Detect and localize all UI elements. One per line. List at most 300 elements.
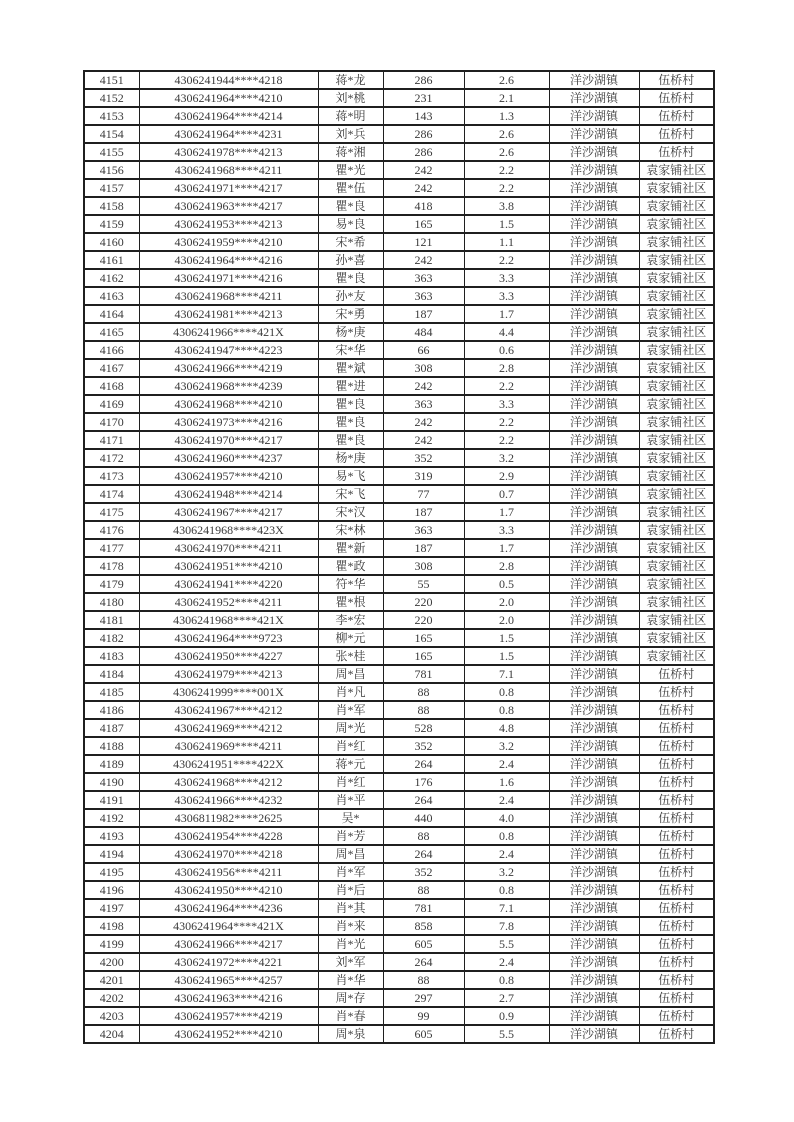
- town-cell: 洋沙湖镇: [549, 323, 639, 341]
- masked-id-number-cell: 4306241971****4216: [139, 269, 318, 287]
- amount-cell: 440: [383, 809, 464, 827]
- village-cell: 袁家铺社区: [639, 503, 714, 521]
- masked-id-number-cell: 4306241947****4223: [139, 341, 318, 359]
- masked-name-cell: 李*宏: [318, 611, 383, 629]
- ratio-cell: 3.3: [464, 395, 549, 413]
- amount-cell: 55: [383, 575, 464, 593]
- masked-name-cell: 刘*军: [318, 953, 383, 971]
- ratio-cell: 0.8: [464, 881, 549, 899]
- masked-name-cell: 杨*庚: [318, 323, 383, 341]
- serial-number-cell: 4154: [84, 125, 139, 143]
- masked-id-number-cell: 4306241953****4213: [139, 215, 318, 233]
- village-cell: 袁家铺社区: [639, 251, 714, 269]
- town-cell: 洋沙湖镇: [549, 701, 639, 719]
- serial-number-cell: 4178: [84, 557, 139, 575]
- village-cell: 伍桥村: [639, 917, 714, 935]
- ratio-cell: 3.2: [464, 863, 549, 881]
- masked-name-cell: 瞿*新: [318, 539, 383, 557]
- village-cell: 袁家铺社区: [639, 359, 714, 377]
- ratio-cell: 0.8: [464, 683, 549, 701]
- masked-id-number-cell: 4306241970****4218: [139, 845, 318, 863]
- masked-id-number-cell: 4306241968****421X: [139, 611, 318, 629]
- masked-id-number-cell: 4306241966****4232: [139, 791, 318, 809]
- serial-number-cell: 4195: [84, 863, 139, 881]
- village-cell: 伍桥村: [639, 665, 714, 683]
- town-cell: 洋沙湖镇: [549, 125, 639, 143]
- masked-name-cell: 周*存: [318, 989, 383, 1007]
- ratio-cell: 0.8: [464, 827, 549, 845]
- serial-number-cell: 4204: [84, 1025, 139, 1043]
- serial-number-cell: 4197: [84, 899, 139, 917]
- masked-name-cell: 柳*元: [318, 629, 383, 647]
- masked-name-cell: 肖*华: [318, 971, 383, 989]
- ratio-cell: 2.2: [464, 377, 549, 395]
- table-row: [84, 863, 714, 881]
- serial-number-cell: 4159: [84, 215, 139, 233]
- masked-id-number-cell: 4306241964****4214: [139, 107, 318, 125]
- masked-id-number-cell: 4306241944****4218: [139, 71, 318, 89]
- village-cell: 伍桥村: [639, 989, 714, 1007]
- table-row: [84, 791, 714, 809]
- serial-number-cell: 4188: [84, 737, 139, 755]
- masked-name-cell: 瞿*良: [318, 413, 383, 431]
- town-cell: 洋沙湖镇: [549, 197, 639, 215]
- village-cell: 袁家铺社区: [639, 161, 714, 179]
- ratio-cell: 7.1: [464, 899, 549, 917]
- serial-number-cell: 4194: [84, 845, 139, 863]
- ratio-cell: 1.7: [464, 539, 549, 557]
- masked-name-cell: 肖*凡: [318, 683, 383, 701]
- table-row: [84, 755, 714, 773]
- town-cell: 洋沙湖镇: [549, 431, 639, 449]
- table-row: [84, 125, 714, 143]
- table-row: [84, 269, 714, 287]
- masked-name-cell: 肖*军: [318, 863, 383, 881]
- ratio-cell: 5.5: [464, 1025, 549, 1043]
- amount-cell: 363: [383, 269, 464, 287]
- serial-number-cell: 4200: [84, 953, 139, 971]
- masked-id-number-cell: 4306241999****001X: [139, 683, 318, 701]
- serial-number-cell: 4184: [84, 665, 139, 683]
- village-cell: 袁家铺社区: [639, 233, 714, 251]
- serial-number-cell: 4169: [84, 395, 139, 413]
- ratio-cell: 3.3: [464, 269, 549, 287]
- serial-number-cell: 4164: [84, 305, 139, 323]
- serial-number-cell: 4198: [84, 917, 139, 935]
- amount-cell: 77: [383, 485, 464, 503]
- village-cell: 伍桥村: [639, 881, 714, 899]
- serial-number-cell: 4187: [84, 719, 139, 737]
- serial-number-cell: 4190: [84, 773, 139, 791]
- village-cell: 袁家铺社区: [639, 179, 714, 197]
- serial-number-cell: 4193: [84, 827, 139, 845]
- ratio-cell: 2.2: [464, 179, 549, 197]
- ratio-cell: 2.6: [464, 71, 549, 89]
- masked-name-cell: 刘*兵: [318, 125, 383, 143]
- village-cell: 袁家铺社区: [639, 575, 714, 593]
- village-cell: 袁家铺社区: [639, 431, 714, 449]
- town-cell: 洋沙湖镇: [549, 827, 639, 845]
- ratio-cell: 7.1: [464, 665, 549, 683]
- table-row: [84, 521, 714, 539]
- serial-number-cell: 4155: [84, 143, 139, 161]
- table-row: [84, 179, 714, 197]
- amount-cell: 242: [383, 179, 464, 197]
- table-row: [84, 503, 714, 521]
- serial-number-cell: 4157: [84, 179, 139, 197]
- table-row: [84, 323, 714, 341]
- village-cell: 袁家铺社区: [639, 485, 714, 503]
- masked-id-number-cell: 4306241963****4216: [139, 989, 318, 1007]
- town-cell: 洋沙湖镇: [549, 809, 639, 827]
- amount-cell: 363: [383, 287, 464, 305]
- village-cell: 袁家铺社区: [639, 539, 714, 557]
- town-cell: 洋沙湖镇: [549, 593, 639, 611]
- ratio-cell: 2.4: [464, 953, 549, 971]
- serial-number-cell: 4191: [84, 791, 139, 809]
- town-cell: 洋沙湖镇: [549, 107, 639, 125]
- village-cell: 伍桥村: [639, 683, 714, 701]
- table-row: [84, 251, 714, 269]
- table-row: [84, 89, 714, 107]
- ratio-cell: 1.6: [464, 773, 549, 791]
- ratio-cell: 0.6: [464, 341, 549, 359]
- serial-number-cell: 4189: [84, 755, 139, 773]
- amount-cell: 165: [383, 647, 464, 665]
- amount-cell: 220: [383, 593, 464, 611]
- village-cell: 袁家铺社区: [639, 467, 714, 485]
- ratio-cell: 3.2: [464, 737, 549, 755]
- town-cell: 洋沙湖镇: [549, 305, 639, 323]
- ratio-cell: 1.7: [464, 305, 549, 323]
- masked-id-number-cell: 4306241968****4210: [139, 395, 318, 413]
- amount-cell: 88: [383, 701, 464, 719]
- amount-cell: 143: [383, 107, 464, 125]
- amount-cell: 605: [383, 1025, 464, 1043]
- town-cell: 洋沙湖镇: [549, 503, 639, 521]
- amount-cell: 242: [383, 413, 464, 431]
- ratio-cell: 1.7: [464, 503, 549, 521]
- table-row: [84, 287, 714, 305]
- masked-id-number-cell: 4306241964****4210: [139, 89, 318, 107]
- masked-id-number-cell: 4306241950****4227: [139, 647, 318, 665]
- amount-cell: 286: [383, 143, 464, 161]
- serial-number-cell: 4161: [84, 251, 139, 269]
- ratio-cell: 3.8: [464, 197, 549, 215]
- village-cell: 袁家铺社区: [639, 341, 714, 359]
- ratio-cell: 2.8: [464, 557, 549, 575]
- town-cell: 洋沙湖镇: [549, 719, 639, 737]
- masked-id-number-cell: 4306241948****4214: [139, 485, 318, 503]
- masked-id-number-cell: 4306241952****4211: [139, 593, 318, 611]
- amount-cell: 605: [383, 935, 464, 953]
- masked-name-cell: 宋*华: [318, 341, 383, 359]
- town-cell: 洋沙湖镇: [549, 899, 639, 917]
- table-row: [84, 575, 714, 593]
- village-cell: 伍桥村: [639, 737, 714, 755]
- masked-id-number-cell: 4306241951****4210: [139, 557, 318, 575]
- amount-cell: 297: [383, 989, 464, 1007]
- masked-id-number-cell: 4306241954****4228: [139, 827, 318, 845]
- masked-id-number-cell: 4306241969****4211: [139, 737, 318, 755]
- serial-number-cell: 4181: [84, 611, 139, 629]
- masked-name-cell: 肖*春: [318, 1007, 383, 1025]
- town-cell: 洋沙湖镇: [549, 989, 639, 1007]
- village-cell: 伍桥村: [639, 719, 714, 737]
- masked-name-cell: 瞿*光: [318, 161, 383, 179]
- serial-number-cell: 4199: [84, 935, 139, 953]
- masked-name-cell: 刘*桃: [318, 89, 383, 107]
- ratio-cell: 4.4: [464, 323, 549, 341]
- town-cell: 洋沙湖镇: [549, 377, 639, 395]
- masked-name-cell: 孙*喜: [318, 251, 383, 269]
- serial-number-cell: 4163: [84, 287, 139, 305]
- beneficiary-table: [83, 70, 715, 1044]
- amount-cell: 264: [383, 755, 464, 773]
- masked-name-cell: 肖*芳: [318, 827, 383, 845]
- serial-number-cell: 4182: [84, 629, 139, 647]
- table-row: [84, 197, 714, 215]
- table-row: [84, 827, 714, 845]
- ratio-cell: 2.4: [464, 845, 549, 863]
- masked-name-cell: 宋*汉: [318, 503, 383, 521]
- ratio-cell: 2.2: [464, 161, 549, 179]
- amount-cell: 781: [383, 899, 464, 917]
- ratio-cell: 2.7: [464, 989, 549, 1007]
- village-cell: 袁家铺社区: [639, 449, 714, 467]
- serial-number-cell: 4152: [84, 89, 139, 107]
- masked-name-cell: 周*泉: [318, 1025, 383, 1043]
- ratio-cell: 3.3: [464, 521, 549, 539]
- village-cell: 伍桥村: [639, 1025, 714, 1043]
- village-cell: 袁家铺社区: [639, 377, 714, 395]
- town-cell: 洋沙湖镇: [549, 449, 639, 467]
- serial-number-cell: 4165: [84, 323, 139, 341]
- amount-cell: 88: [383, 683, 464, 701]
- village-cell: 伍桥村: [639, 71, 714, 89]
- town-cell: 洋沙湖镇: [549, 467, 639, 485]
- ratio-cell: 7.8: [464, 917, 549, 935]
- amount-cell: 176: [383, 773, 464, 791]
- masked-name-cell: 瞿*良: [318, 395, 383, 413]
- town-cell: 洋沙湖镇: [549, 287, 639, 305]
- village-cell: 伍桥村: [639, 89, 714, 107]
- village-cell: 袁家铺社区: [639, 323, 714, 341]
- table-row: [84, 701, 714, 719]
- serial-number-cell: 4201: [84, 971, 139, 989]
- town-cell: 洋沙湖镇: [549, 611, 639, 629]
- masked-name-cell: 瞿*政: [318, 557, 383, 575]
- table-row: [84, 557, 714, 575]
- village-cell: 袁家铺社区: [639, 287, 714, 305]
- village-cell: 伍桥村: [639, 971, 714, 989]
- ratio-cell: 4.8: [464, 719, 549, 737]
- table-row: [84, 719, 714, 737]
- serial-number-cell: 4171: [84, 431, 139, 449]
- village-cell: 袁家铺社区: [639, 269, 714, 287]
- masked-name-cell: 蒋*明: [318, 107, 383, 125]
- table-row: [84, 773, 714, 791]
- serial-number-cell: 4168: [84, 377, 139, 395]
- town-cell: 洋沙湖镇: [549, 161, 639, 179]
- serial-number-cell: 4185: [84, 683, 139, 701]
- village-cell: 伍桥村: [639, 863, 714, 881]
- village-cell: 袁家铺社区: [639, 215, 714, 233]
- village-cell: 袁家铺社区: [639, 413, 714, 431]
- masked-id-number-cell: 4306241968****4212: [139, 773, 318, 791]
- masked-name-cell: 瞿*根: [318, 593, 383, 611]
- ratio-cell: 2.2: [464, 431, 549, 449]
- ratio-cell: 2.6: [464, 143, 549, 161]
- amount-cell: 242: [383, 377, 464, 395]
- masked-id-number-cell: 4306241964****4216: [139, 251, 318, 269]
- serial-number-cell: 4174: [84, 485, 139, 503]
- serial-number-cell: 4192: [84, 809, 139, 827]
- town-cell: 洋沙湖镇: [549, 341, 639, 359]
- amount-cell: 88: [383, 827, 464, 845]
- masked-id-number-cell: 4306241959****4210: [139, 233, 318, 251]
- amount-cell: 308: [383, 359, 464, 377]
- masked-id-number-cell: 4306241967****4217: [139, 503, 318, 521]
- masked-id-number-cell: 4306241957****4219: [139, 1007, 318, 1025]
- serial-number-cell: 4175: [84, 503, 139, 521]
- masked-name-cell: 张*桂: [318, 647, 383, 665]
- ratio-cell: 0.7: [464, 485, 549, 503]
- town-cell: 洋沙湖镇: [549, 971, 639, 989]
- masked-name-cell: 符*华: [318, 575, 383, 593]
- table-row: [84, 305, 714, 323]
- masked-id-number-cell: 4306241956****4211: [139, 863, 318, 881]
- town-cell: 洋沙湖镇: [549, 881, 639, 899]
- town-cell: 洋沙湖镇: [549, 1007, 639, 1025]
- masked-id-number-cell: 4306241965****4257: [139, 971, 318, 989]
- masked-name-cell: 肖*红: [318, 773, 383, 791]
- town-cell: 洋沙湖镇: [549, 683, 639, 701]
- table-row: [84, 143, 714, 161]
- serial-number-cell: 4156: [84, 161, 139, 179]
- masked-name-cell: 蒋*湘: [318, 143, 383, 161]
- amount-cell: 231: [383, 89, 464, 107]
- village-cell: 袁家铺社区: [639, 197, 714, 215]
- masked-name-cell: 杨*庚: [318, 449, 383, 467]
- masked-id-number-cell: 4306241964****4231: [139, 125, 318, 143]
- village-cell: 伍桥村: [639, 809, 714, 827]
- village-cell: 伍桥村: [639, 107, 714, 125]
- masked-id-number-cell: 4306241966****421X: [139, 323, 318, 341]
- masked-id-number-cell: 4306241966****4217: [139, 935, 318, 953]
- town-cell: 洋沙湖镇: [549, 845, 639, 863]
- table-row: [84, 971, 714, 989]
- serial-number-cell: 4179: [84, 575, 139, 593]
- town-cell: 洋沙湖镇: [549, 395, 639, 413]
- village-cell: 袁家铺社区: [639, 395, 714, 413]
- table-row: [84, 683, 714, 701]
- masked-name-cell: 吴*: [318, 809, 383, 827]
- town-cell: 洋沙湖镇: [549, 233, 639, 251]
- village-cell: 袁家铺社区: [639, 521, 714, 539]
- ratio-cell: 2.4: [464, 755, 549, 773]
- table-row: [84, 431, 714, 449]
- town-cell: 洋沙湖镇: [549, 557, 639, 575]
- amount-cell: 286: [383, 125, 464, 143]
- masked-id-number-cell: 4306241968****4239: [139, 377, 318, 395]
- town-cell: 洋沙湖镇: [549, 485, 639, 503]
- table-row: [84, 845, 714, 863]
- village-cell: 伍桥村: [639, 755, 714, 773]
- table-row: [84, 449, 714, 467]
- amount-cell: 220: [383, 611, 464, 629]
- masked-id-number-cell: 4306241941****4220: [139, 575, 318, 593]
- village-cell: 伍桥村: [639, 791, 714, 809]
- masked-id-number-cell: 4306241978****4213: [139, 143, 318, 161]
- masked-name-cell: 瞿*良: [318, 269, 383, 287]
- amount-cell: 319: [383, 467, 464, 485]
- ratio-cell: 2.1: [464, 89, 549, 107]
- amount-cell: 165: [383, 215, 464, 233]
- ratio-cell: 2.8: [464, 359, 549, 377]
- masked-id-number-cell: 4306811982****2625: [139, 809, 318, 827]
- masked-id-number-cell: 4306241968****423X: [139, 521, 318, 539]
- town-cell: 洋沙湖镇: [549, 89, 639, 107]
- town-cell: 洋沙湖镇: [549, 935, 639, 953]
- ratio-cell: 2.0: [464, 593, 549, 611]
- masked-name-cell: 肖*光: [318, 935, 383, 953]
- table-row: [84, 593, 714, 611]
- table-row: [84, 809, 714, 827]
- table-row: [84, 107, 714, 125]
- town-cell: 洋沙湖镇: [549, 215, 639, 233]
- ratio-cell: 0.9: [464, 1007, 549, 1025]
- amount-cell: 363: [383, 521, 464, 539]
- town-cell: 洋沙湖镇: [549, 251, 639, 269]
- masked-id-number-cell: 4306241964****4236: [139, 899, 318, 917]
- table-row: [84, 881, 714, 899]
- town-cell: 洋沙湖镇: [549, 773, 639, 791]
- serial-number-cell: 4151: [84, 71, 139, 89]
- ratio-cell: 2.9: [464, 467, 549, 485]
- village-cell: 袁家铺社区: [639, 557, 714, 575]
- village-cell: 伍桥村: [639, 773, 714, 791]
- masked-name-cell: 瞿*伍: [318, 179, 383, 197]
- village-cell: 伍桥村: [639, 899, 714, 917]
- table-row: [84, 611, 714, 629]
- amount-cell: 264: [383, 791, 464, 809]
- table-row: [84, 917, 714, 935]
- town-cell: 洋沙湖镇: [549, 179, 639, 197]
- serial-number-cell: 4158: [84, 197, 139, 215]
- village-cell: 袁家铺社区: [639, 593, 714, 611]
- table-row: [84, 629, 714, 647]
- table-row: [84, 485, 714, 503]
- ratio-cell: 2.2: [464, 413, 549, 431]
- table-row: [84, 989, 714, 1007]
- amount-cell: 242: [383, 251, 464, 269]
- serial-number-cell: 4153: [84, 107, 139, 125]
- masked-id-number-cell: 4306241964****421X: [139, 917, 318, 935]
- serial-number-cell: 4172: [84, 449, 139, 467]
- town-cell: 洋沙湖镇: [549, 791, 639, 809]
- masked-id-number-cell: 4306241968****4211: [139, 287, 318, 305]
- village-cell: 伍桥村: [639, 953, 714, 971]
- serial-number-cell: 4183: [84, 647, 139, 665]
- masked-name-cell: 宋*林: [318, 521, 383, 539]
- ratio-cell: 0.8: [464, 971, 549, 989]
- table-body: [84, 71, 714, 1043]
- masked-name-cell: 易*良: [318, 215, 383, 233]
- town-cell: 洋沙湖镇: [549, 647, 639, 665]
- masked-name-cell: 瞿*斌: [318, 359, 383, 377]
- serial-number-cell: 4160: [84, 233, 139, 251]
